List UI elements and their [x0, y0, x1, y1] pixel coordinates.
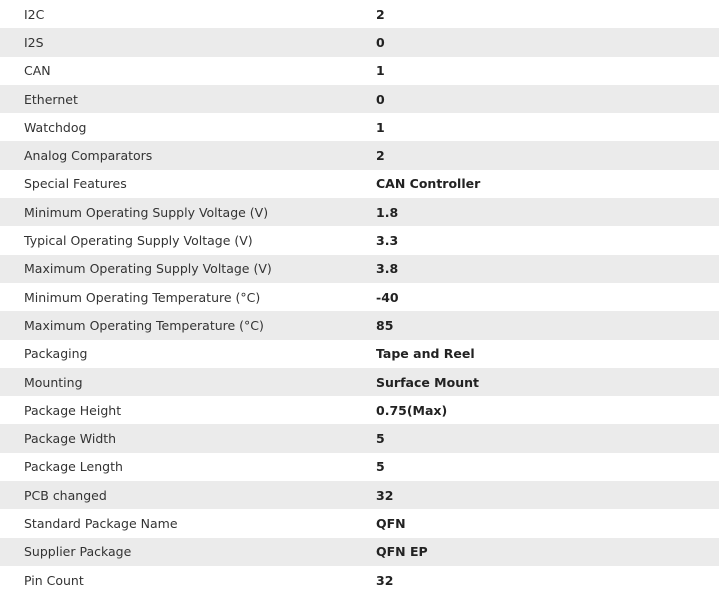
table-row	[0, 340, 719, 368]
spec-label: Package Length	[24, 459, 123, 475]
spec-label: Standard Package Name	[24, 515, 178, 531]
table-row	[0, 453, 719, 481]
spec-value: 5	[376, 459, 385, 475]
table-row	[0, 509, 719, 537]
spec-label: Special Features	[24, 176, 127, 192]
table-row	[0, 113, 719, 141]
spec-value: CAN Controller	[376, 176, 481, 192]
table-row	[0, 481, 719, 509]
spec-label: I2S	[24, 34, 44, 50]
table-row	[0, 255, 719, 283]
table-row	[0, 424, 719, 452]
spec-label: Minimum Operating Supply Voltage (V)	[24, 204, 269, 220]
table-row	[0, 283, 719, 311]
spec-label: Package Width	[24, 431, 117, 447]
spec-value: 3.8	[376, 261, 399, 277]
spec-label: Minimum Operating Temperature (°C)	[24, 289, 261, 305]
table-row	[0, 226, 719, 254]
table-row	[0, 368, 719, 396]
spec-value: 1.8	[376, 204, 399, 220]
spec-value: 2	[376, 6, 385, 22]
spec-value: 2	[376, 148, 385, 164]
spec-label: Ethernet	[24, 91, 78, 107]
table-row	[0, 0, 719, 28]
spec-label: Typical Operating Supply Voltage (V)	[24, 233, 253, 249]
spec-value: Tape and Reel	[376, 346, 475, 362]
spec-label: Package Height	[24, 402, 122, 418]
table-row	[0, 198, 719, 226]
spec-label: Supplier Package	[24, 544, 132, 560]
spec-label: Analog Comparators	[24, 148, 153, 164]
spec-value: 32	[376, 487, 394, 503]
spec-value: 32	[376, 572, 394, 588]
spec-value: 3.3	[376, 233, 399, 249]
spec-label: Watchdog	[24, 119, 87, 135]
table-row	[0, 141, 719, 169]
spec-value: Surface Mount	[376, 374, 479, 390]
spec-value: 0.75(Max)	[376, 402, 448, 418]
table-row	[0, 396, 719, 424]
spec-value: 0	[376, 91, 385, 107]
spec-value: QFN EP	[376, 544, 428, 560]
spec-value: -40	[376, 289, 399, 305]
table-row	[0, 311, 719, 339]
table-row	[0, 85, 719, 113]
spec-value: 85	[376, 317, 394, 333]
spec-label: PCB changed	[24, 487, 107, 503]
spec-value: 1	[376, 63, 385, 79]
spec-label: I2C	[24, 6, 45, 22]
spec-value: QFN	[376, 515, 406, 531]
table-row	[0, 538, 719, 566]
spec-label: Pin Count	[24, 572, 84, 588]
spec-value: 0	[376, 34, 385, 50]
table-row	[0, 28, 719, 56]
spec-label: CAN	[24, 63, 51, 79]
table-row	[0, 170, 719, 198]
table-row	[0, 566, 719, 594]
spec-label: Maximum Operating Supply Voltage (V)	[24, 261, 272, 277]
spec-value: 1	[376, 119, 385, 135]
table-row	[0, 57, 719, 85]
spec-value: 5	[376, 431, 385, 447]
spec-label: Mounting	[24, 374, 83, 390]
spec-label: Packaging	[24, 346, 88, 362]
spec-label: Maximum Operating Temperature (°C)	[24, 317, 264, 333]
